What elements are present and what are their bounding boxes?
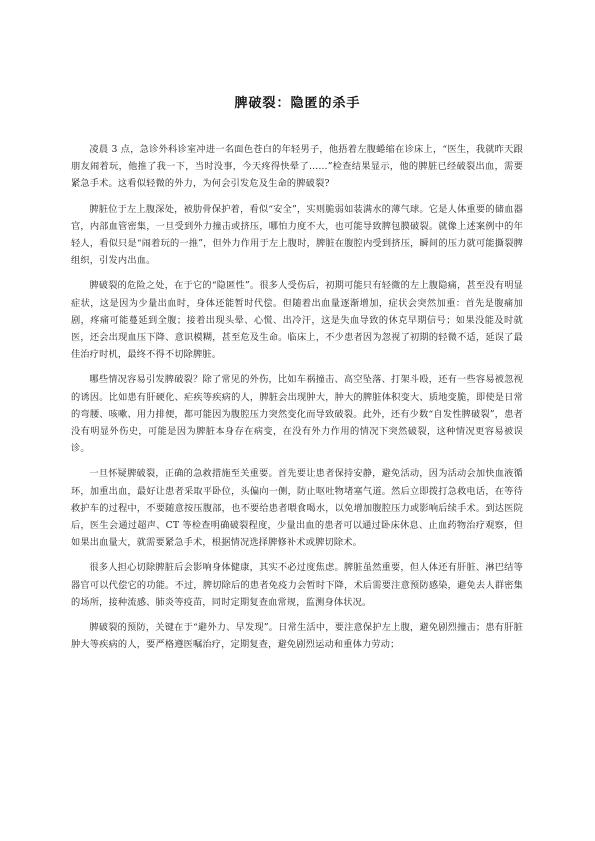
paragraph-4: 哪些情况容易引发脾破裂？除了常见的外伤，比如车祸撞击、高空坠落、打架斗殴，还有一些容易被忽视的诱因。比如患有肝硬化、疟疾等疾病的人，脾脏会出现肿大，肿大的脾脏体积变大、质地变脆，即使是日常的弯腰、咳嗽、用力排便，都可能因为腹腔压力突然变化而导致破裂。此外，还有少数“自发性脾破裂”，患者没有明显外伤史，可能是因为脾脏本身存在病变，在没有外力作用的情况下突然破裂，这种情况更容易被误诊。 bbox=[71, 374, 523, 455]
document-title: 脾破裂：隐匿的杀手 bbox=[234, 96, 361, 111]
paragraph-5: 一旦怀疑脾破裂，正确的急救措施至关重要。首先要让患者保持安静，避免活动，因为活动会加快血液循环，加重出血，最好让患者采取平卧位，头偏向一侧，防止呕吐物堵塞气道。然后立即拨打急救电话，在等待救护车的过程中，不要随意按压腹部，也不要给患者喂食喝水，以免增加腹腔压力或影响后续手术。到达医院后，医生会通过超声、CT 等检查明确破裂程度，少量出血的患者可以通过卧床休息、止血药物治疗观察，但如果出血量大，就需要紧急手术，根据情况选择脾修补术或脾切除术。 bbox=[71, 468, 523, 549]
paragraph-7: 脾破裂的预防，关键在于“避外力、早发现”。日常生活中，要注意保护左上腹，避免剧烈撞击；患有肝脏肿大等疾病的人，要严格遵医嘱治疗，定期复查，避免剧烈运动和重体力劳动； bbox=[71, 622, 523, 651]
paragraph-6: 很多人担心切除脾脏后会影响身体健康，其实不必过度焦虑。脾脏虽然重要，但人体还有肝脏、淋巴结等器官可以代偿它的功能。不过，脾切除后的患者免疫力会暂时下降，术后需要注意预防感染，避免去人群密集的场所，接种流感、肺炎等疫苗，同时定期复查血常规，监测身体状况。 bbox=[71, 562, 523, 608]
paragraph-3: 脾破裂的危险之处，在于它的“隐匿性”。很多人受伤后，初期可能只有轻微的左上腹隐痛，甚至没有明显症状，这是因为少量出血时，身体还能暂时代偿。但随着出血量逐渐增加，症状会突然加重：首先是腹痛加剧，疼痛可能蔓延到全腹；接着出现头晕、心慌、出冷汗，这是失血导致的休克早期信号；如果没能及时就医，还会出现血压下降、意识模糊，甚至危及生命。临床上，不少患者因为忽视了初期的轻微不适，延误了最佳治疗时机，最终不得不切除脾脏。 bbox=[71, 280, 523, 361]
document-body bbox=[71, 141, 523, 661]
paragraph-2: 脾脏位于左上腹深处，被肋骨保护着，看似“安全”，实则脆弱如装满水的薄气球。它是人体重要的储血器官，内部血管密集，一旦受到外力撞击或挤压，哪怕力度不大，也可能导致脾包膜破裂。就像上述案例中的年轻人，看似只是“闹着玩的一推”，但外力作用于左上腹时，脾脏在腹腔内受到挤压，瞬间的压力就可能撕裂脾组织，引发内出血。 bbox=[71, 203, 523, 267]
paragraph-1: 凌晨 3 点，急诊外科诊室冲进一名面色苍白的年轻男子，他捂着左腹蜷缩在诊床上，“医生，我就昨天跟朋友闹着玩，他推了我一下，当时没事，今天疼得快晕了……”检查结果显示，他的脾脏已经破裂出血，需要紧急手术。这看似轻微的外力，为何会引发危及生命的脾破裂? bbox=[71, 144, 523, 190]
